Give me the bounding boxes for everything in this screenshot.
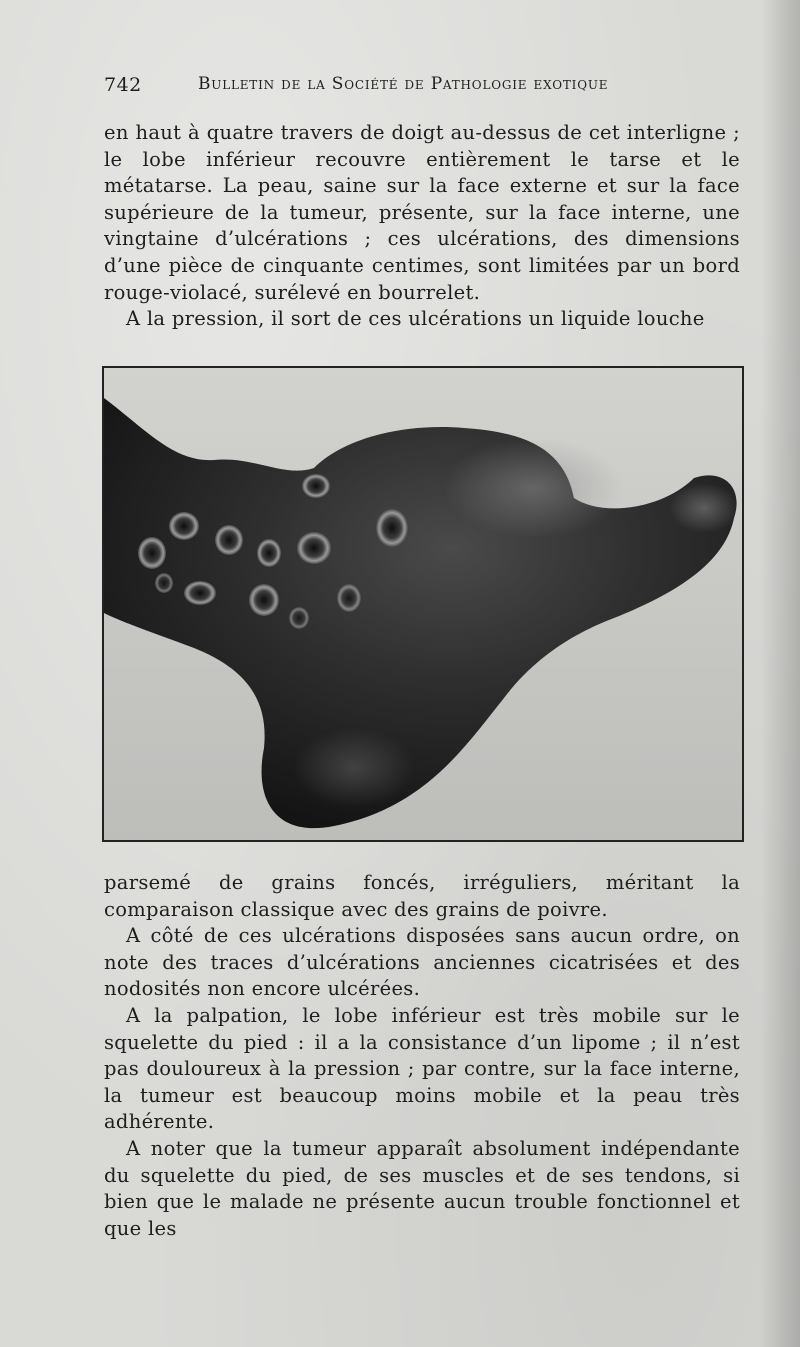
paragraph: A la palpation, le lobe inférieur est très mobile sur le squelette du pied : il a la consistance d’un lipome ; il n’est pas douloureux à la pression ; par contre, sur la face interne, la tumeur est beaucoup moins mobile et la peau très adhérente. bbox=[104, 1003, 740, 1134]
paragraph: en haut à quatre travers de doigt au-dessus de cet interligne ; le lobe inférieur recouvre entièrement le tarse et le métatarse. La peau, saine sur la face externe et sur la face supérieure de la tumeur, présente, sur la face interne, une vingtaine d’ulcérations ; ces ulcérations, des dimensions d’une pièce de cinquante centimes, sont limitées par un bord rouge-violacé, surélevé en bourrelet. bbox=[104, 121, 740, 304]
text-block-top bbox=[104, 120, 740, 333]
foot-tumor-photograph bbox=[104, 368, 742, 840]
paragraph: A la pression, il sort de ces ulcérations un liquide louche bbox=[126, 307, 705, 331]
page-header bbox=[104, 74, 664, 100]
page-number: 742 bbox=[104, 74, 142, 96]
paragraph: A noter que la tumeur apparaît absolument indépendante du squelette du pied, de ses muscles et de ses tendons, si bien que le malade ne présente aucun trouble fonctionnel et que les bbox=[104, 1136, 740, 1240]
paragraph: A côté de ces ulcérations disposées sans aucun ordre, on note des traces d’ulcérations anciennes cicatrisées et des nodosités non encore ulcérées. bbox=[104, 924, 740, 1001]
running-title: Bulletin de la Société de Pathologie exotique bbox=[198, 74, 609, 94]
text-block-bottom bbox=[104, 870, 740, 1242]
paragraph: parsemé de grains foncés, irréguliers, méritant la comparaison classique avec des grains de poivre. bbox=[104, 871, 740, 921]
photograph-figure bbox=[102, 366, 744, 842]
